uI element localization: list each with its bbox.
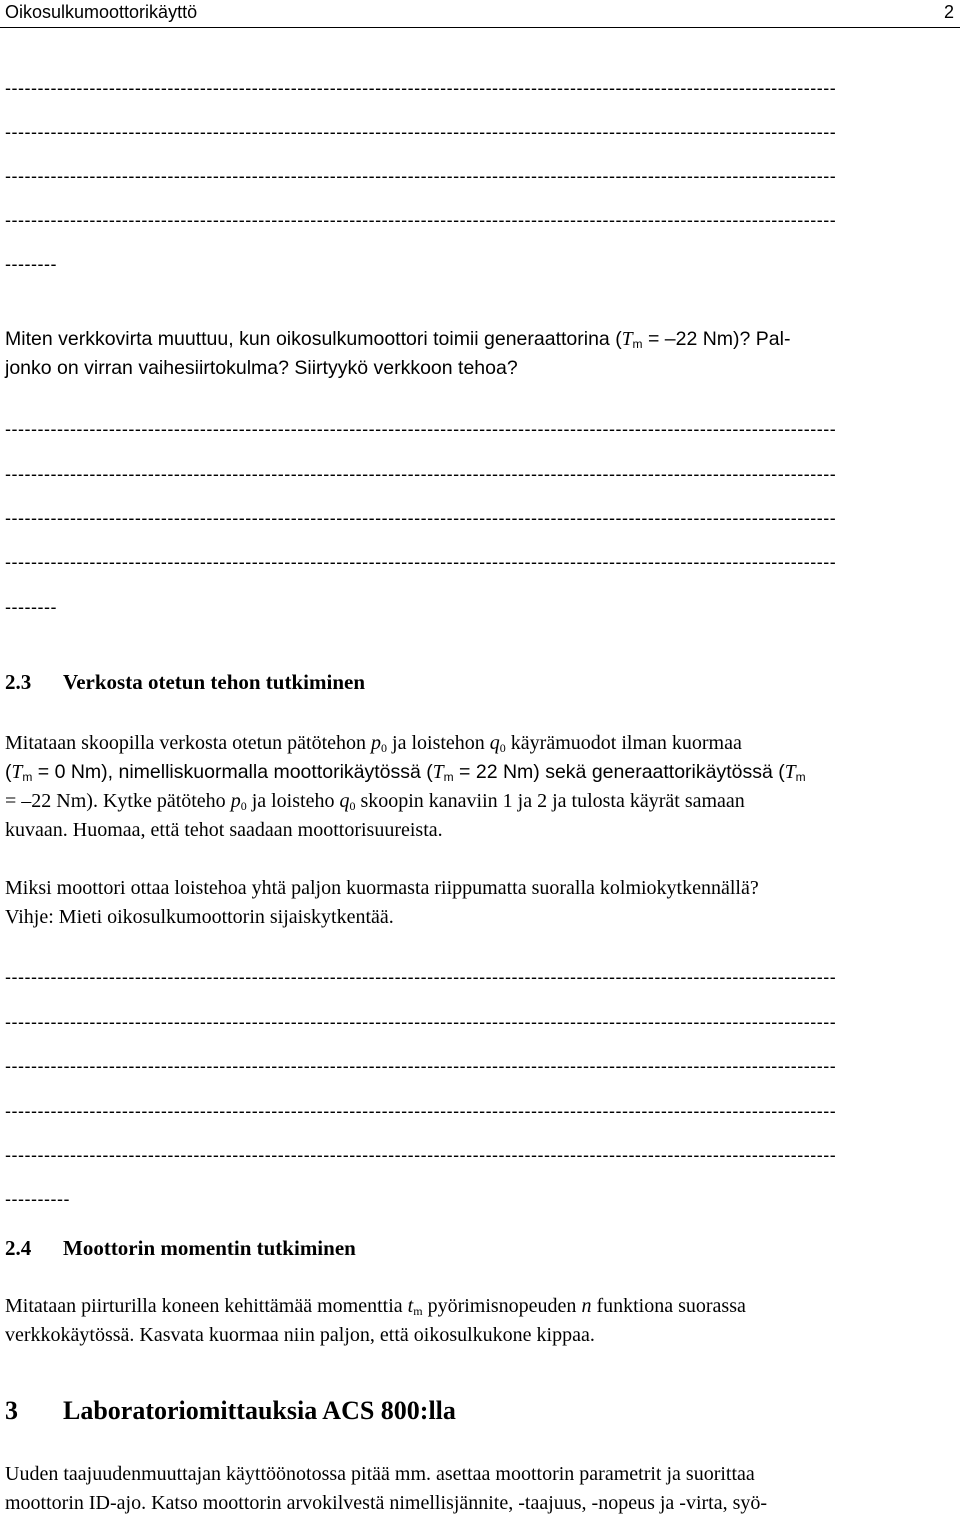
section-2-3-question: Miksi moottori ottaa loistehoa yhtä paljon kuormasta riippumatta suoralla kolmiokytkennällä? Vihje: Mieti oikosulkumoottorin sijaiskytkentää. <box>5 877 759 928</box>
page-number: 2 <box>943 2 954 22</box>
answer-line: -------------------------------------------------------------------------------------------------------------------------------- <box>5 464 837 484</box>
question-line: Miten verkkovirta muuttuu, kun oikosulkumoottori toimii generaattorina ($T_m = -22$ Nm)? Pal- <box>5 328 791 351</box>
section-heading-3: 3 Laboratoriomittauksia ACS 800:lla <box>5 1396 456 1425</box>
answer-line-end: -------- <box>5 254 57 274</box>
section-2-3-paragraph: Mitataan skoopilla verkosta otetun pätötehon $p_0$ ja loistehon $q_0$ käyrämuodot ilman kuormaa ($T_m = 0$ Nm), nimelliskuormalla moottorikäytössä ($T_m = 22$ Nm) sekä generaattorikäytössä ($T_m$ = –22 Nm). Kytke pätöteho $p_0$ ja loisteho $q_0$ skoopin kanaviin 1 ja 2 ja tulosta käyrät samaan kuvaan. Huomaa, että tehot saadaan moottorisuureista. <box>5 732 806 841</box>
document-title: Oikosulkumoottorikäyttö <box>5 2 198 22</box>
answer-line: -------------------------------------------------------------------------------------------------------------------------------- <box>5 1056 837 1076</box>
answer-line: -------------------------------------------------------------------------------------------------------------------------------- <box>5 78 837 98</box>
section-heading-2-3: 2.3 Verkosta otetun tehon tutkiminen <box>5 670 365 694</box>
section-3-paragraph: Uuden taajuudenmuuttajan käyttöönotossa pitää mm. asettaa moottorin parametrit ja suorittaa moottorin ID-ajo. Katso moottorin arvokilvestä nimellisjännite, -taajuus, -nopeus ja -virta, syö- <box>5 1463 768 1514</box>
answer-line: -------------------------------------------------------------------------------------------------------------------------------- <box>5 1101 837 1121</box>
answer-line: -------------------------------------------------------------------------------------------------------------------------------- <box>5 210 837 230</box>
answer-line: -------------------------------------------------------------------------------------------------------------------------------- <box>5 967 837 987</box>
answer-line: -------------------------------------------------------------------------------------------------------------------------------- <box>5 122 837 142</box>
answer-line: -------------------------------------------------------------------------------------------------------------------------------- <box>5 166 837 186</box>
section-heading-2-4: 2.4 Moottorin momentin tutkiminen <box>5 1236 356 1260</box>
generator-question <box>5 325 957 383</box>
answer-line: -------------------------------------------------------------------------------------------------------------------------------- <box>5 1145 837 1165</box>
answer-line: -------------------------------------------------------------------------------------------------------------------------------- <box>5 508 837 528</box>
page-header <box>0 0 960 28</box>
answer-line-end: -------- <box>5 597 57 617</box>
section-2-4-paragraph: Mitataan piirturilla koneen kehittämää momenttia $t_m$ pyörimisnopeuden n funktiona suorassa verkkokäytössä. Kasvata kuormaa niin paljon, että oikosulkukone kippaa. <box>5 1295 746 1346</box>
answer-line: -------------------------------------------------------------------------------------------------------------------------------- <box>5 419 837 439</box>
answer-line: -------------------------------------------------------------------------------------------------------------------------------- <box>5 552 837 572</box>
question-line: jonko on virran vaihesiirtokulma? Siirtyykö verkkoon tehoa? <box>5 357 518 379</box>
answer-line: -------------------------------------------------------------------------------------------------------------------------------- <box>5 1012 837 1032</box>
answer-line-end: ---------- <box>5 1189 70 1209</box>
